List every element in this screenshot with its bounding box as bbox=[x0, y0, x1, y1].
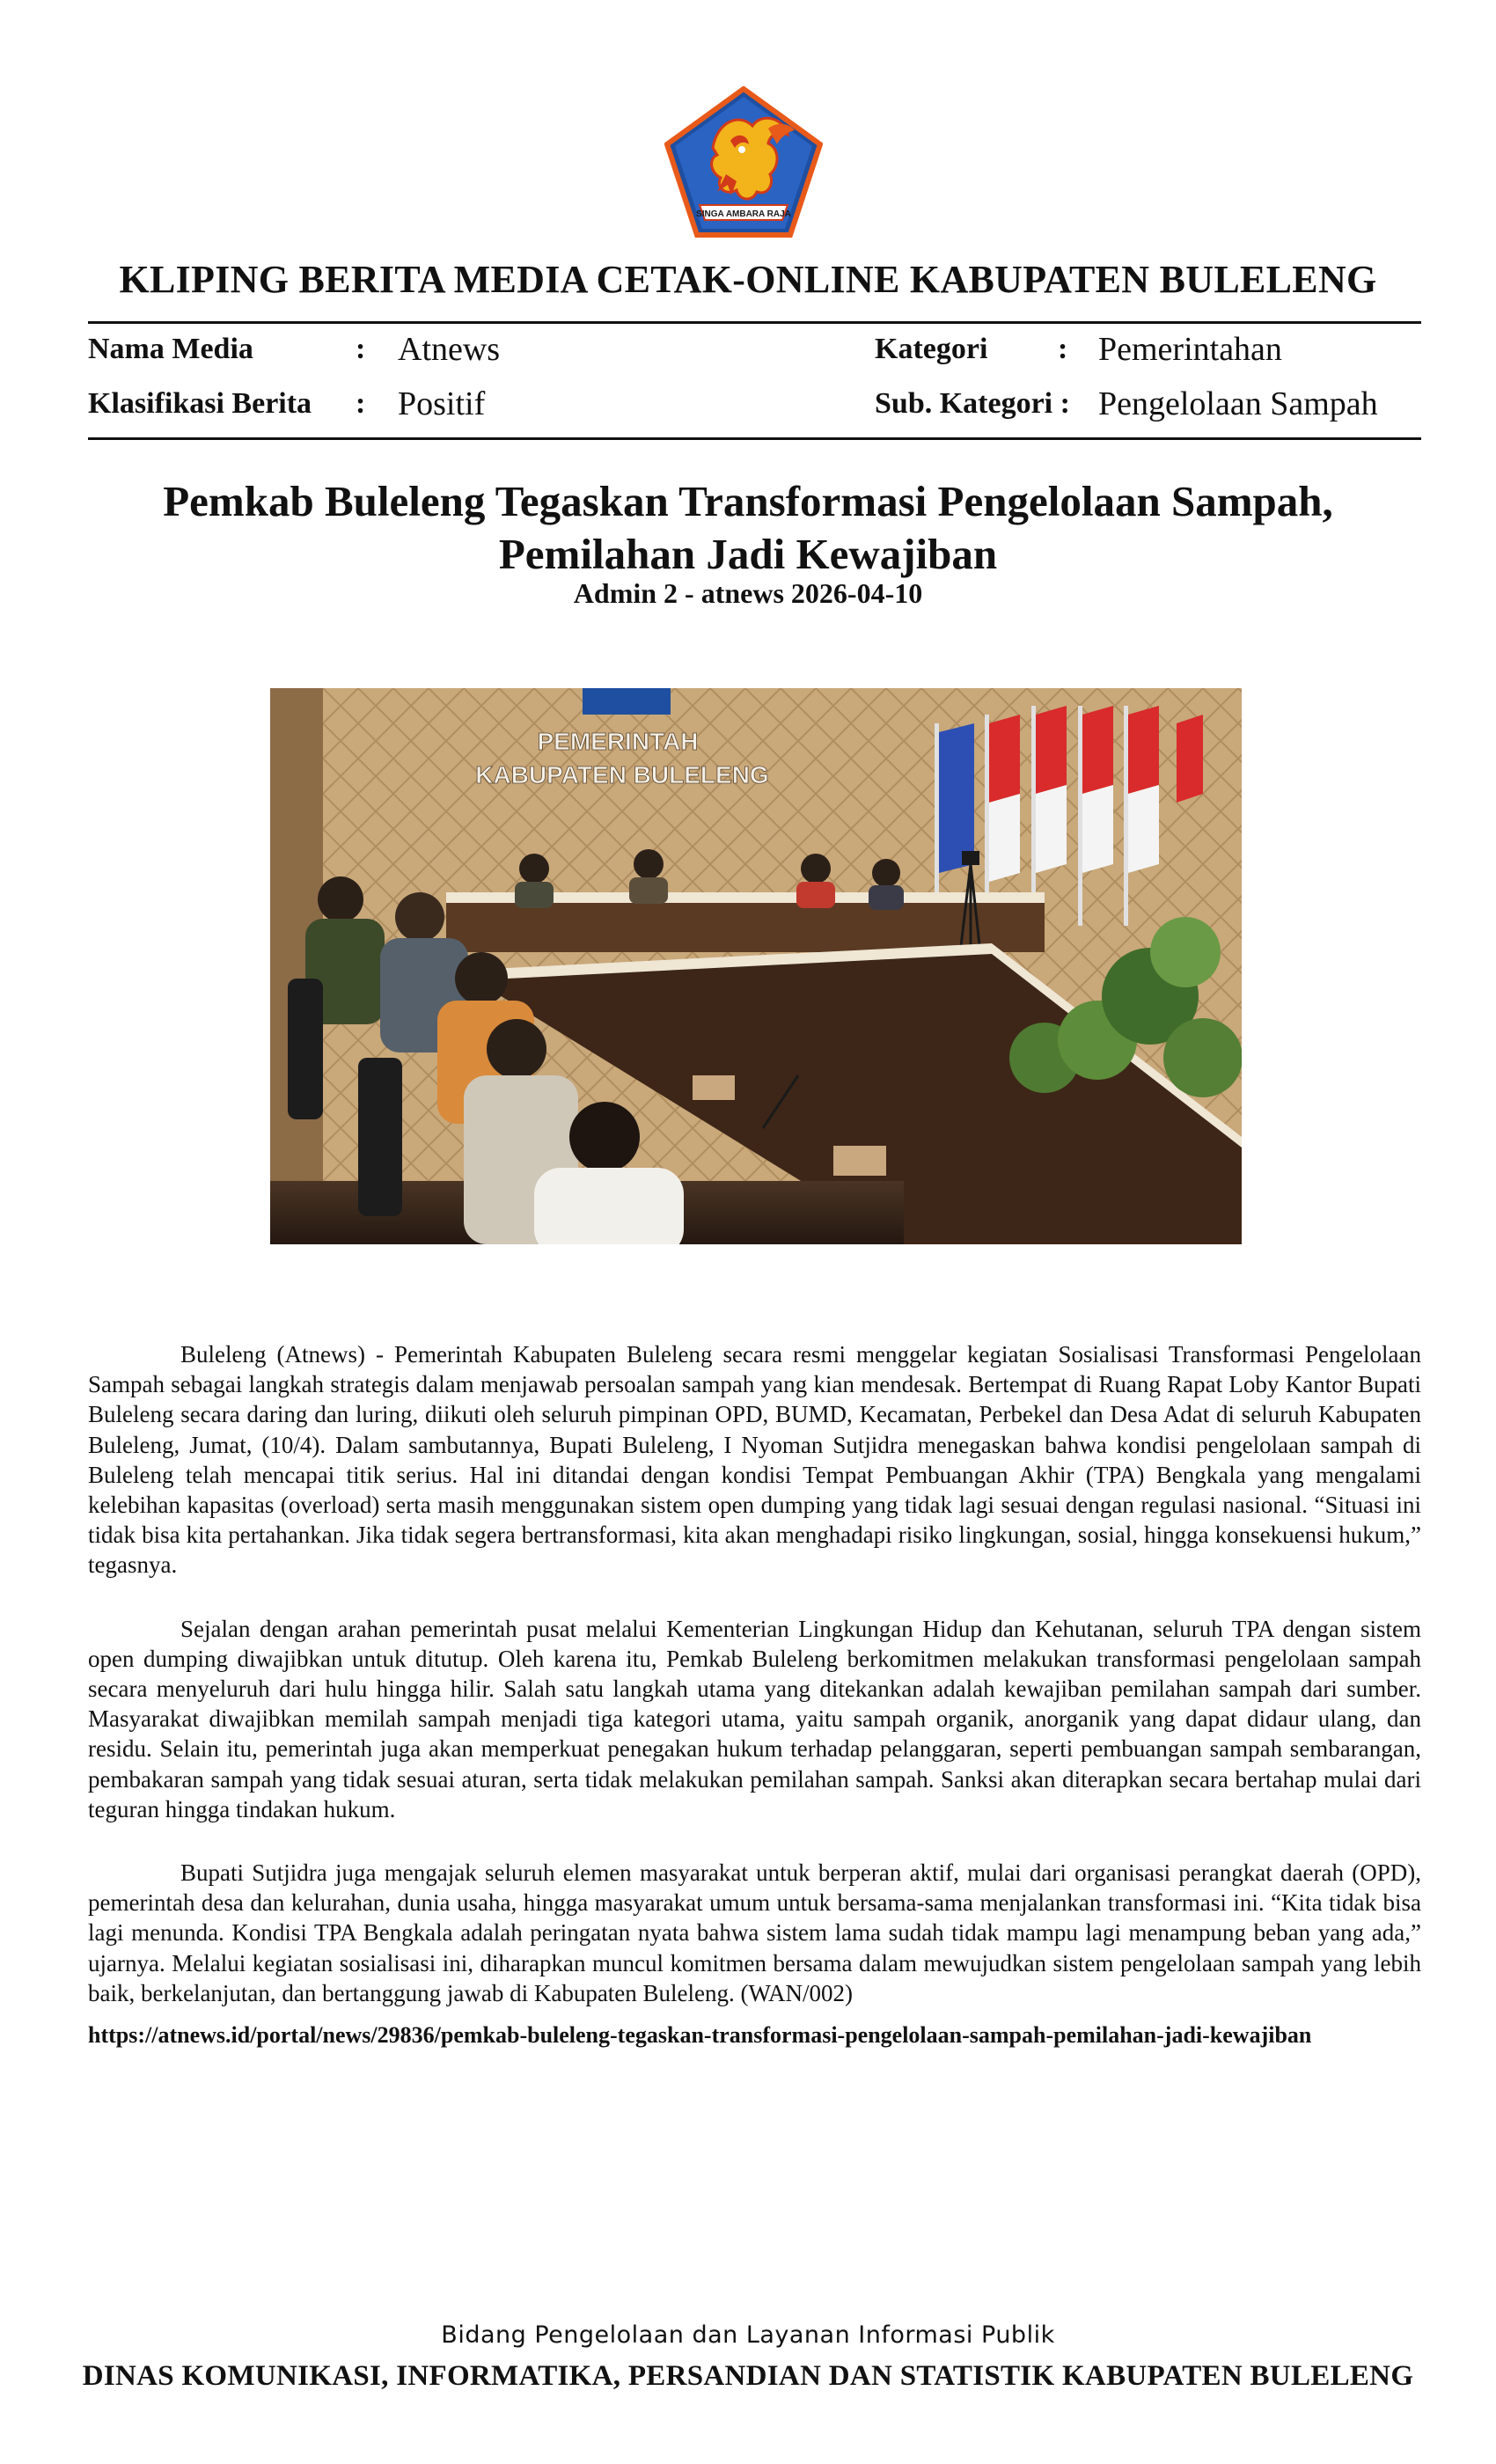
sub-kategori-label: Sub. Kategori : bbox=[875, 387, 1070, 420]
klasifikasi-berita-label: Klasifikasi Berita bbox=[88, 387, 312, 420]
footer-division-name: Bidang Pengelolaan dan Layanan Informasi Publik bbox=[441, 2321, 1055, 2349]
photo-sign-line-2: KABUPATEN BULELENG bbox=[475, 761, 769, 788]
article-byline: Admin 2 - atnews 2026-04-10 bbox=[573, 577, 923, 609]
article-source-url[interactable]: https://atnews.id/portal/news/29836/pemkab-buleleng-tegaskan-transformasi-pengelolaan-sampah-pemilahan-jadi-kewajiban bbox=[88, 2022, 1312, 2048]
kategori-colon: : bbox=[1058, 333, 1068, 365]
footer-agency-name: DINAS KOMUNIKASI, INFORMATIKA, PERSANDIAN DAN STATISTIK KABUPATEN BULELENG bbox=[82, 2360, 1414, 2392]
emblem-motto: SINGA AMBARA RAJA bbox=[696, 209, 791, 219]
klasifikasi-berita-colon: : bbox=[356, 387, 366, 420]
buleleng-emblem-logo bbox=[664, 86, 823, 238]
document-header-title: KLIPING BERITA MEDIA CETAK-ONLINE KABUPATEN BULELENG bbox=[119, 258, 1377, 301]
article-paragraph-3: Bupati Sutjidra juga mengajak seluruh elemen masyarakat untuk berperan aktif, mulai dari organisasi perangkat daerah (OPD), pemerintah desa dan kelurahan, dunia usaha, hingga masyarakat umum untuk bersama-sama menjalankan transformasi ini. “Kita tidak bisa lagi menunda. Kondisi TPA Bengkala adalah peringatan nyata bahwa sistem lama sudah tidak mampu lagi menampung beban yang ada,” ujarnya. Melalui kegiatan sosialisasi ini, diharapkan muncul komitmen bersama dalam mewujudkan sistem pengelolaan sampah yang lebih baik, berkelanjutan, dan bertanggung jawab di Kabupaten Buleleng. (WAN/002) bbox=[88, 1859, 1421, 2006]
klasifikasi-berita-value: Positif bbox=[398, 385, 486, 422]
article-title bbox=[88, 475, 1408, 581]
article-paragraph-1: Buleleng (Atnews) - Pemerintah Kabupaten Buleleng secara resmi menggelar kegiatan Sosialisasi Transformasi Pengelolaan Sampah sebagai langkah strategis dalam menjawab persoalan sampah yang kian mendesak. Bertempat di Ruang Rapat Loby Kantor Bupati Buleleng secara daring dan luring, diikuti oleh seluruh pimpinan OPD, BUMD, Kecamatan, Perbekel dan Desa Adat di seluruh Kabupaten Buleleng, Jumat, (10/4). Dalam sambutannya, Bupati Buleleng, I Nyoman Sutjidra menegaskan bahwa kondisi pengelolaan sampah di Buleleng telah mencapai titik serius. Hal ini ditandai dengan kondisi Tempat Pembuangan Akhir (TPA) Bengkala yang mengalami kelebihan kapasitas (overload) serta masih menggunakan sistem open dumping yang tidak lagi sesuai dengan regulasi nasional. “Situasi ini tidak bisa kita pertahankan. Jika tidak segera bertransformasi, kita akan menghadapi risiko lingkungan, sosial, hingga konsekuensi hukum,” tegasnya. bbox=[88, 1341, 1421, 1579]
article-photo bbox=[270, 688, 1242, 1244]
kategori-label: Kategori bbox=[875, 333, 988, 365]
article-title-line-2: Pemilahan Jadi Kewajiban bbox=[498, 530, 998, 578]
header-top-divider bbox=[88, 321, 1421, 324]
article-body bbox=[88, 1339, 1421, 2042]
photo-sign-line-1: PEMERINTAH bbox=[537, 728, 699, 755]
article-paragraph-2: Sejalan dengan arahan pemerintah pusat melalui Kementerian Lingkungan Hidup dan Kehutanan, seluruh TPA dengan sistem open dumping diwajibkan untuk ditutup. Oleh karena itu, Pemkab Buleleng berkomitmen melakukan transformasi pengelolaan sampah secara menyeluruh dari hulu hingga hilir. Salah satu langkah utama yang ditekankan adalah kewajiban pemilahan sampah dari sumber. Masyarakat diwajibkan memilah sampah menjadi tiga kategori utama, yaitu sampah organik, anorganik yang dapat didaur ulang, dan residu. Selain itu, pemerintah juga akan memperkuat penegakan hukum terhadap pelanggaran, seperti pembuangan sampah sembarangan, pembakaran sampah yang tidak sesuai aturan, serta tidak melakukan pemilahan sampah. Sanksi akan diterapkan secara bertahap mulai dari teguran hingga tindakan hukum. bbox=[88, 1615, 1421, 1822]
nama-media-label: Nama Media bbox=[88, 333, 253, 365]
article-title-line-1: Pemkab Buleleng Tegaskan Transformasi Pengelolaan Sampah, bbox=[163, 477, 1333, 525]
nama-media-colon: : bbox=[356, 333, 366, 365]
sub-kategori-value: Pengelolaan Sampah bbox=[1098, 385, 1378, 422]
nama-media-value: Atnews bbox=[398, 331, 501, 368]
kategori-value: Pemerintahan bbox=[1098, 331, 1282, 368]
header-bottom-divider bbox=[88, 437, 1421, 440]
